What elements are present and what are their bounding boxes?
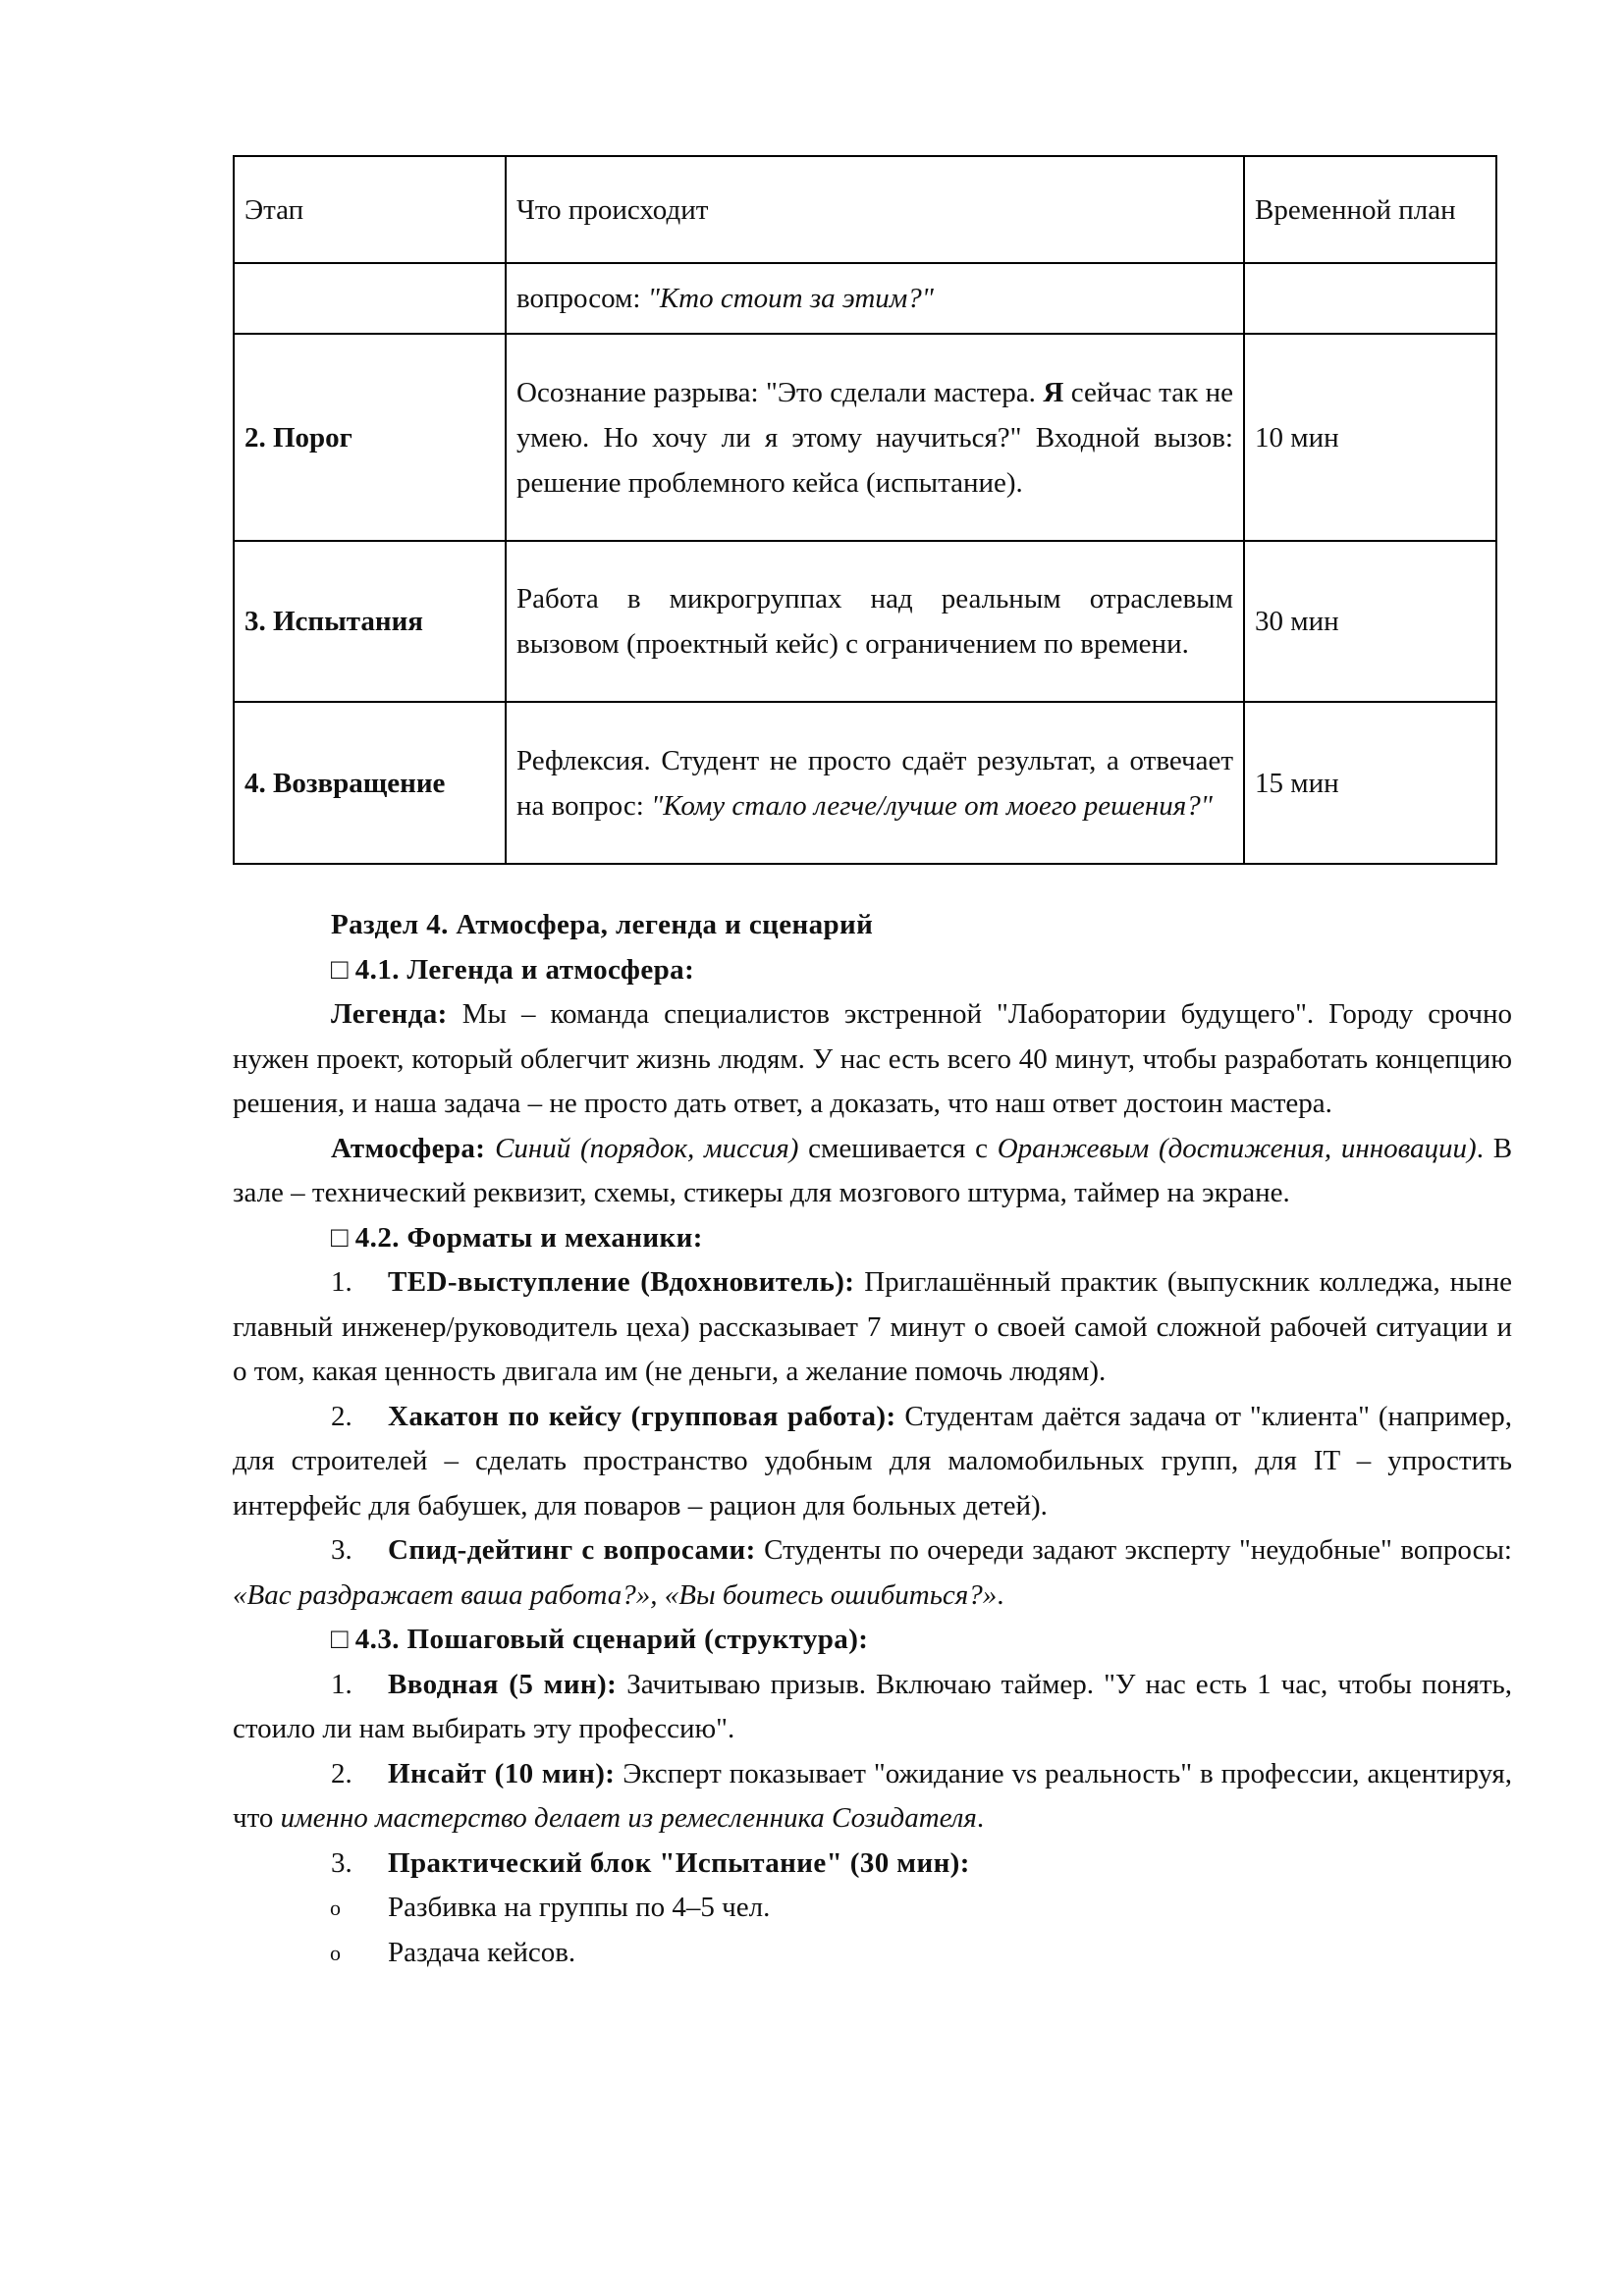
atmosphere-rest: . В зале – технический реквизит, схемы, стикеры для мозгового штурма, таймер на экране. <box>233 1132 1513 1208</box>
subsection-title: 4.1. Легенда и атмосфера: <box>354 953 695 986</box>
subsection-title: 4.3. Пошаговый сценарий (структура): <box>354 1624 869 1655</box>
continuation-text: вопросом: <box>516 283 641 314</box>
list-number: 1. <box>331 1266 352 1298</box>
list-item-label: Инсайт (10 мин): <box>388 1757 616 1789</box>
section-title: Раздел 4. Атмосфера, легенда и сценарий <box>331 909 874 940</box>
list-item-label: Хакатон по кейсу (групповая работа): <box>388 1400 896 1432</box>
atmosphere-italic-1: Синий (порядок, миссия) <box>495 1132 799 1164</box>
list-item-label: Вводная (5 мин): <box>388 1668 618 1700</box>
table-row <box>234 334 1496 541</box>
subsection-heading <box>233 1618 1512 1663</box>
bullet-text: Разбивка на группы по 4–5 чел. <box>388 1892 771 1923</box>
list-item <box>233 1663 1512 1752</box>
subsection-heading <box>233 1216 1512 1261</box>
bullet-circle-icon: o <box>330 1940 341 1965</box>
atmosphere-mid: смешивается с <box>808 1132 988 1164</box>
cell-empty-time <box>1244 263 1496 334</box>
table-row <box>234 702 1496 864</box>
atmosphere-italic-2: Оранжевым (достижения, инновации) <box>997 1132 1477 1164</box>
bullet-text: Раздача кейсов. <box>388 1936 576 1968</box>
bullet-item <box>233 1886 1512 1931</box>
cell-continuation <box>506 263 1244 334</box>
section-4-body <box>233 903 1512 1975</box>
atmosphere-paragraph <box>233 1127 1512 1216</box>
list-item-text: Приглашённый практик (выпускник колледжа, ныне главный инженер/руководитель цеха) рассказывает 7 минут о своей самой сложной рабочей ситуации и о том, какая ценность двигала им (не деньги, а желание помочь людям). <box>233 1266 1512 1387</box>
stage-time: 30 мин <box>1244 541 1496 702</box>
list-item-end: . <box>997 1578 1004 1611</box>
desc-bold: Я <box>1043 376 1064 408</box>
checkbox-glyph-icon: □ <box>331 1624 349 1655</box>
list-number: 2. <box>331 1400 352 1432</box>
header-time-plan <box>1244 156 1496 263</box>
subsection-heading <box>233 948 1512 993</box>
header-time-plan-text: Временной план <box>1255 193 1456 226</box>
list-item-text: Студентам даётся задача от "клиента" (например, для строителей – сделать пространство удобным для маломобильных групп, для IT – упростить интерфейс для бабушек, для поваров – рацион для больных детей). <box>233 1400 1512 1522</box>
checkbox-glyph-icon: □ <box>331 953 349 986</box>
list-item-label: TED-выступление (Вдохновитель): <box>388 1266 855 1298</box>
list-item <box>233 1842 1512 1887</box>
cell-empty <box>234 263 506 334</box>
list-item <box>233 1752 1512 1842</box>
list-item <box>233 1528 1512 1618</box>
stage-time: 10 мин <box>1244 334 1496 541</box>
desc-text-rest: сейчас так не умею. Но хочу ли я этому научиться?" Входной вызов: решение проблемного кейса (испытание). <box>516 376 1234 499</box>
desc-text: Осознание разрыва: "Это сделали мастера. <box>516 376 1036 408</box>
table-row-continuation <box>234 263 1496 334</box>
stage-name: 2. Порог <box>234 334 506 541</box>
stage-name: 3. Испытания <box>234 541 506 702</box>
list-item-italic: именно мастерство делает из ремесленника Созидателя <box>280 1802 977 1834</box>
list-item-end: . <box>976 1802 985 1834</box>
stage-description <box>506 702 1244 864</box>
stage-description <box>506 334 1244 541</box>
legend-paragraph <box>233 992 1512 1127</box>
list-number: 3. <box>331 1534 352 1566</box>
list-item-label: Практический блок "Испытание" (30 мин): <box>388 1846 970 1879</box>
atmosphere-label: Атмосфера: <box>331 1132 486 1164</box>
desc-text: Рефлексия. Студент не просто сдаёт результат, а отвечает на вопрос: <box>516 744 1233 822</box>
bullet-item <box>233 1931 1512 1976</box>
table-header-row <box>234 156 1496 263</box>
list-item-text: Зачитываю призыв. Включаю таймер. "У нас есть 1 час, чтобы понять, стоило ли нам выбирать эту профессию". <box>233 1668 1513 1744</box>
bullet-circle-icon: o <box>330 1896 341 1920</box>
subsection-title: 4.2. Форматы и механики: <box>354 1221 703 1254</box>
stage-description: Работа в микрогруппах над реальным отраслевым вызовом (проектный кейс) с ограничением по времени. <box>506 541 1244 702</box>
list-item-label: Спид-дейтинг с вопросами: <box>388 1534 756 1566</box>
list-number: 1. <box>331 1668 352 1700</box>
legend-text: Мы – команда специалистов экстренной "Лаборатории будущего". Городу срочно нужен проект, который облегчит жизнь людям. У нас есть всего 40 минут, чтобы разработать концепцию решения, и наша задача – не просто дать ответ, а доказать, что наш ответ достоин мастера. <box>233 998 1513 1119</box>
stage-name: 4. Возвращение <box>234 702 506 864</box>
list-number: 2. <box>331 1757 352 1789</box>
desc-italic: "Кому стало легче/лучше от моего решения?" <box>651 789 1213 822</box>
legend-label: Легенда: <box>331 998 448 1030</box>
list-item-text: Эксперт показывает "ожидание vs реальность" в профессии, акцентируя, что <box>233 1757 1512 1834</box>
stage-time: 15 мин <box>1244 702 1496 864</box>
table-row <box>234 541 1496 702</box>
continuation-italic: "Кто стоит за этим?" <box>647 283 934 314</box>
list-item-text: Студенты по очереди задают эксперту "неудобные" вопросы: <box>764 1534 1512 1566</box>
list-item-italic: «Вас раздражает ваша работа?», «Вы боитесь ошибиться?» <box>233 1578 998 1611</box>
header-what-happens: Что происходит <box>506 156 1244 263</box>
list-item <box>233 1395 1512 1529</box>
list-number: 3. <box>331 1846 352 1879</box>
header-stage: Этап <box>234 156 506 263</box>
stages-table <box>233 155 1497 865</box>
checkbox-glyph-icon: □ <box>331 1221 349 1254</box>
list-item <box>233 1260 1512 1395</box>
